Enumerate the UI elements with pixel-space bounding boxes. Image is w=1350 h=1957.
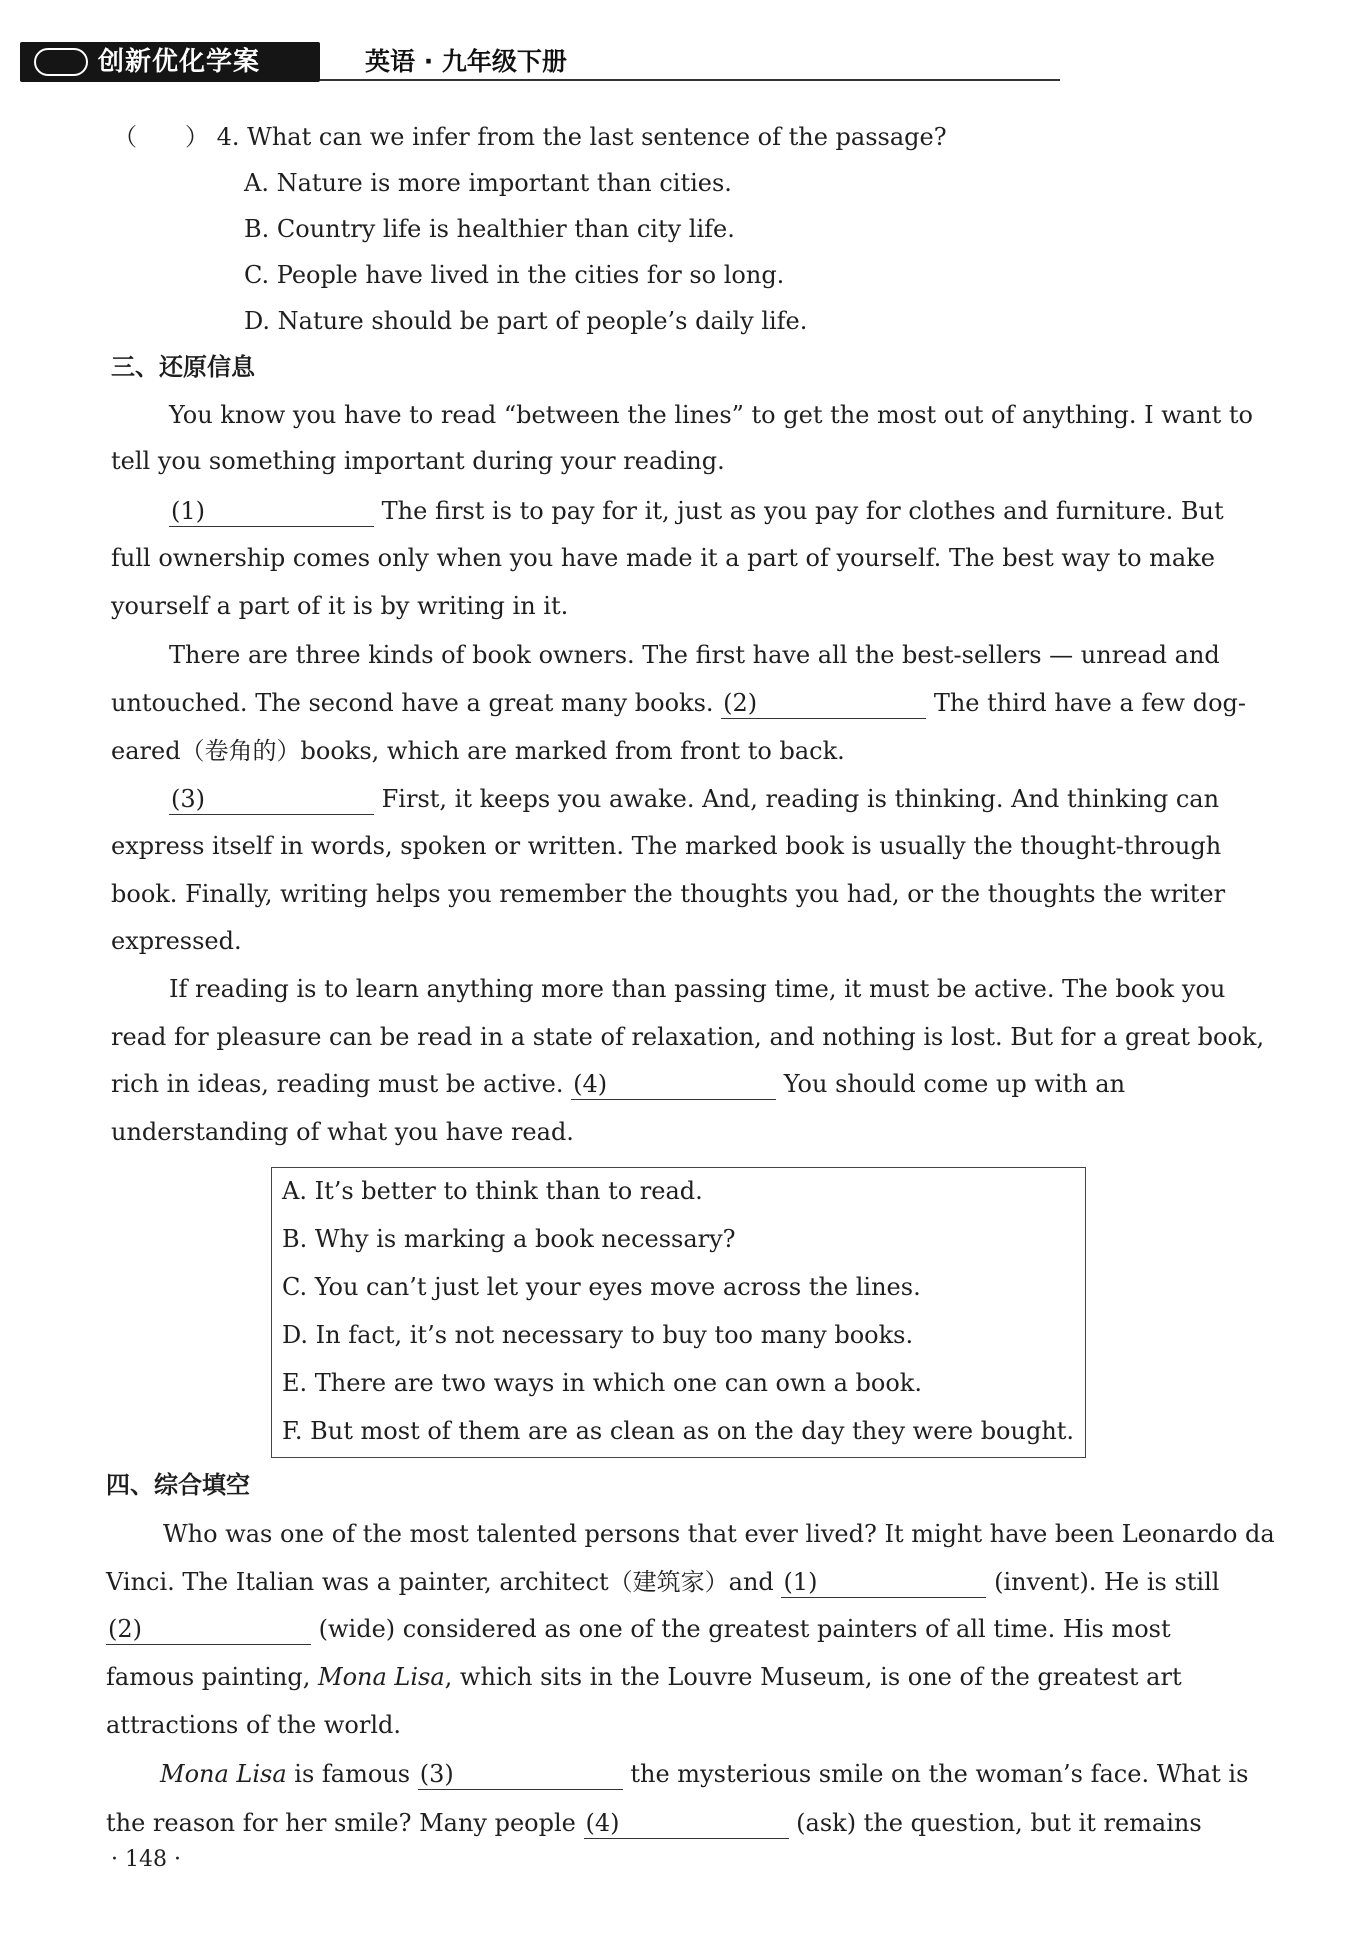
painting-title: Mona Lisa — [318, 1663, 445, 1691]
s3-option-e: E. There are two ways in which one can own a book. — [282, 1369, 922, 1397]
s4-p1-text-b: (invent). He is still — [994, 1568, 1220, 1596]
fill-blank-3[interactable]: (3) — [418, 1759, 623, 1790]
answer-paren: （ ） — [113, 123, 209, 151]
s3-p5-line1: If reading is to learn anything more than passing time, it must be active. The book you — [169, 975, 1226, 1003]
brand-text: 创新优化学案 — [98, 47, 261, 77]
s3-p4-line1 — [169, 782, 1219, 816]
blank-3[interactable]: (3) — [169, 784, 374, 815]
question-stem: 4. What can we infer from the last sentence of the passage? — [216, 123, 947, 151]
s3-p4-text: First, it keeps you awake. And, reading is thinking. And thinking can — [381, 785, 1220, 813]
s3-p5-line4: understanding of what you have read. — [111, 1118, 574, 1146]
s4-p2-line1 — [160, 1757, 1248, 1791]
s4-p2-text-d: (ask) the question, but it remains — [796, 1809, 1202, 1837]
s4-p1-text-d: famous painting, — [106, 1663, 311, 1691]
blank-4[interactable]: (4) — [571, 1069, 776, 1100]
blank-1[interactable]: (1) — [169, 496, 374, 527]
s3-p2-line2: full ownership comes only when you have made it a part of yourself. The best way to make — [111, 544, 1215, 572]
s3-p5-line2: read for pleasure can be read in a state of relaxation, and nothing is lost. But for a great book, — [111, 1023, 1265, 1051]
s3-p3-line1: There are three kinds of book owners. The first have all the best-sellers — unread and — [169, 641, 1220, 669]
s3-p1-line2: tell you something important during your reading. — [111, 447, 725, 475]
blank-2[interactable]: (2) — [721, 688, 926, 719]
brand-banner — [20, 42, 320, 82]
s3-option-a: A. It’s better to think than to read. — [282, 1177, 703, 1205]
s3-p4-line4: expressed. — [111, 927, 242, 955]
s4-p2-text-c: the reason for her smile? Many people — [106, 1809, 576, 1837]
s3-p1-line1: You know you have to read “between the lines” to get the most out of anything. I want to — [169, 401, 1253, 429]
s3-option-c: C. You can’t just let your eyes move across the lines. — [282, 1273, 921, 1301]
s4-p1-line4 — [106, 1660, 1182, 1694]
s4-p2-text-a: is famous — [294, 1760, 411, 1788]
page-header — [20, 42, 1060, 82]
s4-p1-text-e: , which sits in the Louvre Museum, is one of the greatest art — [444, 1663, 1182, 1691]
s3-p3-text-a: untouched. The second have a great many books. — [111, 689, 714, 717]
brand-logo-icon — [34, 48, 88, 76]
fill-blank-4[interactable]: (4) — [584, 1808, 789, 1839]
section-4-title: 四、综合填空 — [106, 1471, 250, 1499]
q4-option-b: B. Country life is healthier than city life. — [244, 215, 735, 243]
s4-p2-text-b: the mysterious smile on the woman’s face. What is — [630, 1760, 1249, 1788]
s3-p2-text: The first is to pay for it, just as you pay for clothes and furniture. But — [381, 497, 1224, 525]
s4-p1-line1: Who was one of the most talented persons that ever lived? It might have been Leonardo da — [163, 1520, 1275, 1548]
s4-p1-line2 — [106, 1565, 1219, 1599]
question-4 — [113, 120, 947, 154]
fill-blank-2[interactable]: (2) — [106, 1614, 311, 1645]
options-box — [271, 1167, 1086, 1458]
s3-p5-line3 — [111, 1067, 1125, 1101]
q4-option-d: D. Nature should be part of people’s daily life. — [244, 307, 808, 335]
q4-option-c: C. People have lived in the cities for so long. — [244, 261, 785, 289]
s3-p4-line3: book. Finally, writing helps you remember the thoughts you had, or the thoughts the writer — [111, 880, 1226, 908]
section-3-title: 三、还原信息 — [111, 353, 255, 381]
s4-p2-line2 — [106, 1806, 1202, 1840]
s4-p1-line5: attractions of the world. — [106, 1711, 402, 1739]
painting-title-2: Mona Lisa — [160, 1760, 287, 1788]
s3-p4-line2: express itself in words, spoken or written. The marked book is usually the thought-through — [111, 832, 1222, 860]
s4-p1-text-c: (wide) considered as one of the greatest painters of all time. His most — [318, 1615, 1171, 1643]
s3-option-f: F. But most of them are as clean as on the day they were bought. — [282, 1417, 1075, 1445]
fill-blank-1[interactable]: (1) — [781, 1567, 986, 1598]
s3-p5-text-a: rich in ideas, reading must be active. — [111, 1070, 564, 1098]
s3-option-b: B. Why is marking a book necessary? — [282, 1225, 736, 1253]
page-number: · 148 · — [111, 1847, 181, 1872]
s3-p5-text-b: You should come up with an — [783, 1070, 1126, 1098]
s3-p3-line2 — [111, 686, 1246, 720]
subject-title: 英语 · 九年级下册 — [365, 47, 567, 76]
s3-option-d: D. In fact, it’s not necessary to buy too many books. — [282, 1321, 914, 1349]
s4-p1-line3 — [106, 1612, 1171, 1646]
s3-p3-line3: eared（卷角的）books, which are marked from front to back. — [111, 737, 845, 765]
s3-p2-line3: yourself a part of it is by writing in it. — [111, 592, 569, 620]
q4-option-a: A. Nature is more important than cities. — [244, 169, 732, 197]
s4-p1-text-a: Vinci. The Italian was a painter, architect（建筑家）and — [106, 1568, 774, 1596]
s3-p3-text-b: The third have a few dog- — [933, 689, 1246, 717]
s3-p2-line1 — [169, 494, 1224, 528]
header-divider — [320, 79, 1060, 81]
